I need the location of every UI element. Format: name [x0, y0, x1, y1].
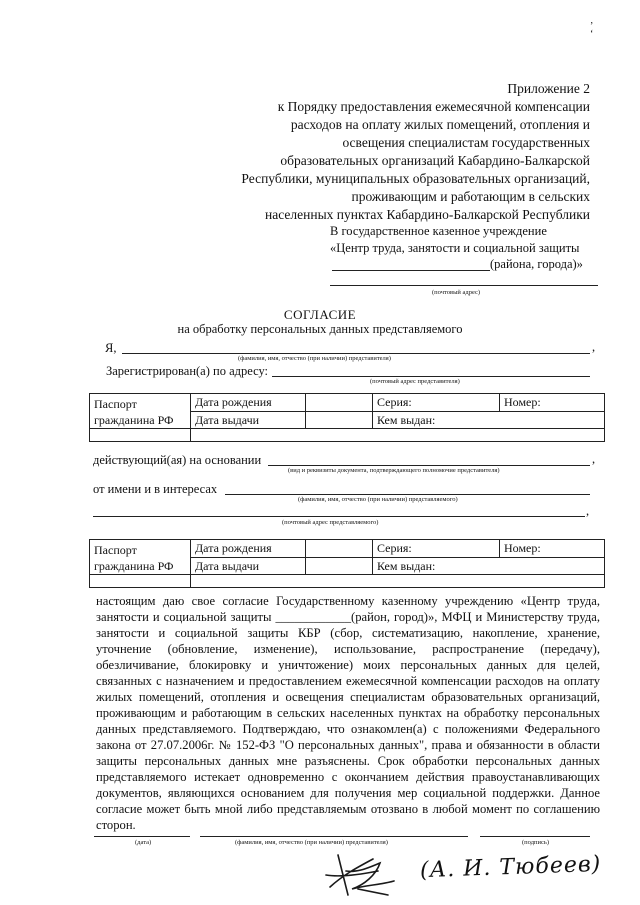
postal2-comma: , — [586, 504, 590, 518]
registered-label: Зарегистрирован(а) по адресу: — [106, 364, 269, 378]
passport-table-representative — [89, 393, 605, 442]
birth-date-label: Дата рождения — [191, 540, 306, 558]
consent-subtitle: на обработку персональных данных представляемого — [177, 322, 463, 336]
appendix-line: проживающим и работающим в сельских — [351, 189, 590, 204]
issue-date-field[interactable] — [306, 557, 373, 575]
basis-comma: , — [592, 452, 596, 466]
passport-spacer-cell — [90, 429, 191, 442]
registered-caption: (почтовый адрес представителя) — [370, 378, 460, 385]
ya-comma: , — [592, 340, 596, 354]
addressee-line-1: В государственное казенное учреждение — [330, 224, 547, 238]
postal-address-blank[interactable] — [330, 285, 598, 286]
addressee-line-2: «Центр труда, занятости и социальной защиты — [330, 241, 580, 255]
number-field[interactable] — [500, 540, 605, 558]
number-label: Номер: — [504, 541, 541, 556]
addressee-blank[interactable] — [332, 270, 490, 271]
represented-address-caption: (почтовый адрес представляемого) — [282, 519, 379, 526]
represented-name-caption: (фамилия, имя, отчество (при наличии) представляемого) — [298, 496, 458, 503]
issued-by-label: Кем выдан: — [377, 412, 436, 427]
passport-table-represented — [89, 539, 605, 588]
appendix-block — [170, 80, 590, 224]
passport-label: гражданина РФ — [94, 413, 174, 427]
appendix-title: Приложение 2 — [507, 81, 590, 96]
passport-label: Паспорт — [94, 543, 137, 557]
series-field[interactable] — [373, 394, 500, 412]
issue-date-field[interactable] — [306, 411, 373, 429]
registered-address-field[interactable] — [272, 376, 590, 377]
representative-signature-name-field[interactable] — [200, 836, 468, 837]
number-field[interactable] — [500, 394, 605, 412]
passport-spacer-cell — [90, 575, 191, 588]
basis-label: действующий(ая) на основании — [93, 453, 262, 467]
addressee-line-3: (района, города)» — [490, 257, 583, 271]
appendix-line: расходов на оплату жилых помещений, отопления и — [290, 117, 590, 132]
appendix-line: образовательных организаций Кабардино-Балкарской — [280, 153, 590, 168]
issued-by-field[interactable] — [373, 411, 605, 429]
ya-label: Я, — [105, 341, 117, 355]
signature-name-caption: (фамилия, имя, отчество (при наличии) представителя) — [235, 839, 388, 846]
signature-field[interactable] — [480, 836, 590, 837]
represented-address-field[interactable] — [93, 516, 585, 517]
handwritten-name: (А. И. Тюбеев) — [419, 851, 602, 884]
corner-mark: ‚ ‘ — [590, 15, 594, 40]
handwritten-signature-icon — [318, 845, 408, 905]
issued-by-field[interactable] — [373, 557, 605, 575]
date-caption: (дата) — [135, 839, 152, 846]
passport-extra-row[interactable] — [191, 429, 605, 442]
passport-extra-row[interactable] — [191, 575, 605, 588]
passport-label-cell — [90, 394, 191, 429]
representative-name-caption: (фамилия, имя, отчество (при наличии) представителя) — [238, 355, 391, 362]
consent-body-text: настоящим даю свое согласие Государственному казенному учреждению «Центр труда, занятости и социальной защиты ____________(район, город)», МФЦ и Министерству труда, занятости и социальной защиты КБР (сбор, систематизацию, накопление, хранение, уточнение (обновление, изменение), использование, распространение (передачу), обезличивание, блокировку и уничтожение) моих персональных данных для целей, связанных с назначением и предоставлением ежемесячной компенсации расходов на оплату жилых помещений, отопления и освещения специалистам образовательных организаций, проживающим и работающим в сельских населенных пунктах на обработку персональных данных представляемого. Подтверждаю, что ознакомлен(а) с положениями Федерального закона от 27.07.2006г. № 152-ФЗ "О персональных данных", права и обязанности в области защиты персональных данных мне разъяснены. Срок обработки персональных данных представляемого истекает одновременно с окончанием действия правоустанавливающих документов, являющихся основанием для получения мер социальной поддержки. Данное согласие может быть мной либо представляемым отозвано в любой момент по соглашению сторон. — [96, 594, 600, 832]
signature-caption: (подпись) — [522, 839, 549, 846]
appendix-line: освещения специалистам государственных — [342, 135, 590, 150]
basis-field[interactable] — [268, 465, 590, 466]
birth-date-label: Дата рождения — [191, 394, 306, 412]
passport-label-cell — [90, 540, 191, 575]
appendix-line: к Порядку предоставления ежемесячной компенсации — [277, 99, 590, 114]
issue-date-label: Дата выдачи — [191, 411, 306, 429]
appendix-line: Республики, муниципальных образовательных организаций, — [241, 171, 590, 186]
issue-date-label: Дата выдачи — [191, 557, 306, 575]
birth-date-field[interactable] — [306, 540, 373, 558]
birth-date-field[interactable] — [306, 394, 373, 412]
representative-name-field[interactable] — [122, 353, 590, 354]
series-label: Серия: — [377, 395, 412, 410]
issued-by-label: Кем выдан: — [377, 558, 436, 573]
series-label: Серия: — [377, 541, 412, 556]
passport-label: Паспорт — [94, 397, 137, 411]
number-label: Номер: — [504, 395, 541, 410]
represented-name-field[interactable] — [225, 494, 590, 495]
passport-label: гражданина РФ — [94, 559, 174, 573]
postal-caption: (почтовый адрес) — [432, 289, 481, 296]
basis-caption: (вид и реквизиты документа, подтверждающего полномочие представителя) — [288, 467, 500, 474]
date-field[interactable] — [94, 836, 190, 837]
appendix-line: населенных пунктах Кабардино-Балкарской Республики — [265, 207, 590, 222]
consent-title: СОГЛАСИЕ — [283, 307, 357, 322]
behalf-label: от имени и в интересах — [93, 482, 218, 496]
series-field[interactable] — [373, 540, 500, 558]
